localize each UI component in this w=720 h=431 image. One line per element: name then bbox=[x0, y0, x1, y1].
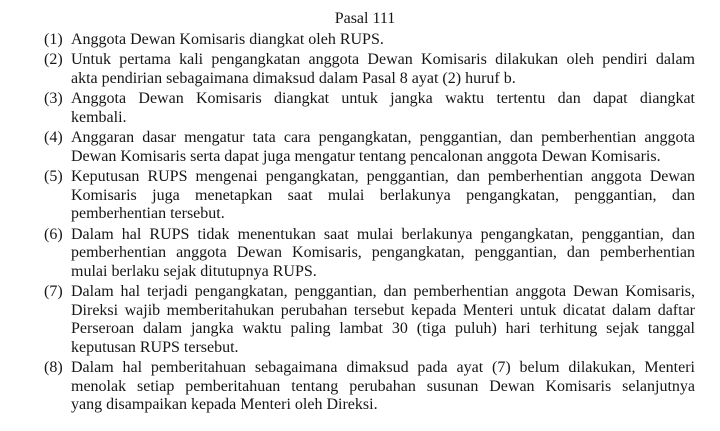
clause-text bbox=[71, 359, 695, 415]
clause-line: menolak setiap pemberitahuan tentang perubahan susunan Dewan Komisaris selanjutnya bbox=[71, 377, 695, 395]
clause-text bbox=[71, 31, 695, 50]
clause-line: Dalam hal terjadi pengangkatan, penggantian, dan pemberhentian anggota Dewan Komisaris, bbox=[71, 283, 695, 300]
clause-line: Untuk pertama kali pengangkatan anggota Dewan Komisaris dilakukan oleh pendiri dalam bbox=[71, 51, 695, 68]
clause-line: Dalam hal pemberitahuan sebagaimana dimaksud pada ayat (7) belum dilakukan, Menteri bbox=[71, 359, 695, 376]
clause-number: (6) bbox=[44, 225, 63, 243]
clause-text bbox=[71, 129, 695, 166]
clause-8 bbox=[0, 359, 720, 415]
clause-line: kembali. bbox=[71, 108, 127, 126]
clause-text bbox=[71, 90, 695, 127]
clause-2 bbox=[0, 51, 720, 88]
clause-number: (7) bbox=[44, 283, 63, 300]
clause-4 bbox=[0, 129, 720, 166]
clause-number: (4) bbox=[44, 129, 63, 146]
clause-line: Anggaran dasar mengatur tata cara pengangkatan, penggantian, dan pemberhentian anggota bbox=[71, 129, 695, 146]
clause-line: yang disampaikan kepada Menteri oleh Direksi. bbox=[71, 396, 378, 413]
clause-line: Keputusan RUPS mengenai pengangkatan, penggantian, dan pemberhentian anggota Dewan bbox=[71, 168, 695, 185]
clause-line: Perseroan dalam jangka waktu paling lambat 30 (tiga puluh) hari terhitung sejak tanggal bbox=[71, 320, 695, 337]
clause-line: Dalam hal RUPS tidak menentukan saat mulai berlakunya pengangkatan, penggantian, dan bbox=[71, 225, 695, 243]
clause-line: pemberhentian anggota Dewan Komisaris, pengangkatan, penggantian, dan pemberhentian bbox=[71, 244, 695, 261]
clause-line: mulai berlaku sejak ditutupnya RUPS. bbox=[71, 262, 317, 280]
clause-line: akta pendirian sebagaimana dimaksud dalam Pasal 8 ayat (2) huruf b. bbox=[71, 69, 516, 87]
clause-6 bbox=[0, 226, 720, 282]
clause-line: Komisaris juga menetapkan saat mulai berlakunya pengangkatan, penggantian, dan bbox=[71, 186, 695, 204]
clause-text bbox=[71, 51, 695, 88]
clause-line: Dewan Komisaris serta dapat juga mengatur tentang pencalonan anggota Dewan Komisaris. bbox=[71, 147, 661, 165]
clause-number: (5) bbox=[44, 168, 63, 185]
clause-line: Direksi wajib memberitahukan perubahan tersebut kepada Menteri untuk dicatat dalam daftar bbox=[71, 301, 695, 319]
clause-text bbox=[71, 283, 695, 357]
clause-1 bbox=[0, 31, 720, 50]
clause-line: keputusan RUPS tersebut. bbox=[71, 338, 239, 356]
clause-number: (8) bbox=[44, 359, 63, 376]
clause-3 bbox=[0, 90, 720, 127]
clause-7 bbox=[0, 283, 720, 357]
clause-5 bbox=[0, 168, 720, 224]
clause-number: (1) bbox=[44, 30, 63, 48]
clause-line: pemberhentian tersebut. bbox=[71, 205, 225, 222]
article-title: Pasal 111 bbox=[334, 10, 396, 27]
clause-line: Anggota Dewan Komisaris diangkat oleh RUPS. bbox=[71, 30, 384, 48]
clause-number: (3) bbox=[44, 90, 63, 107]
article-clauses bbox=[0, 31, 720, 415]
clause-text bbox=[71, 226, 695, 282]
clause-number: (2) bbox=[44, 51, 63, 68]
clause-text bbox=[71, 168, 695, 224]
clause-line: Anggota Dewan Komisaris diangkat untuk jangka waktu tertentu dan dapat diangkat bbox=[71, 90, 695, 107]
